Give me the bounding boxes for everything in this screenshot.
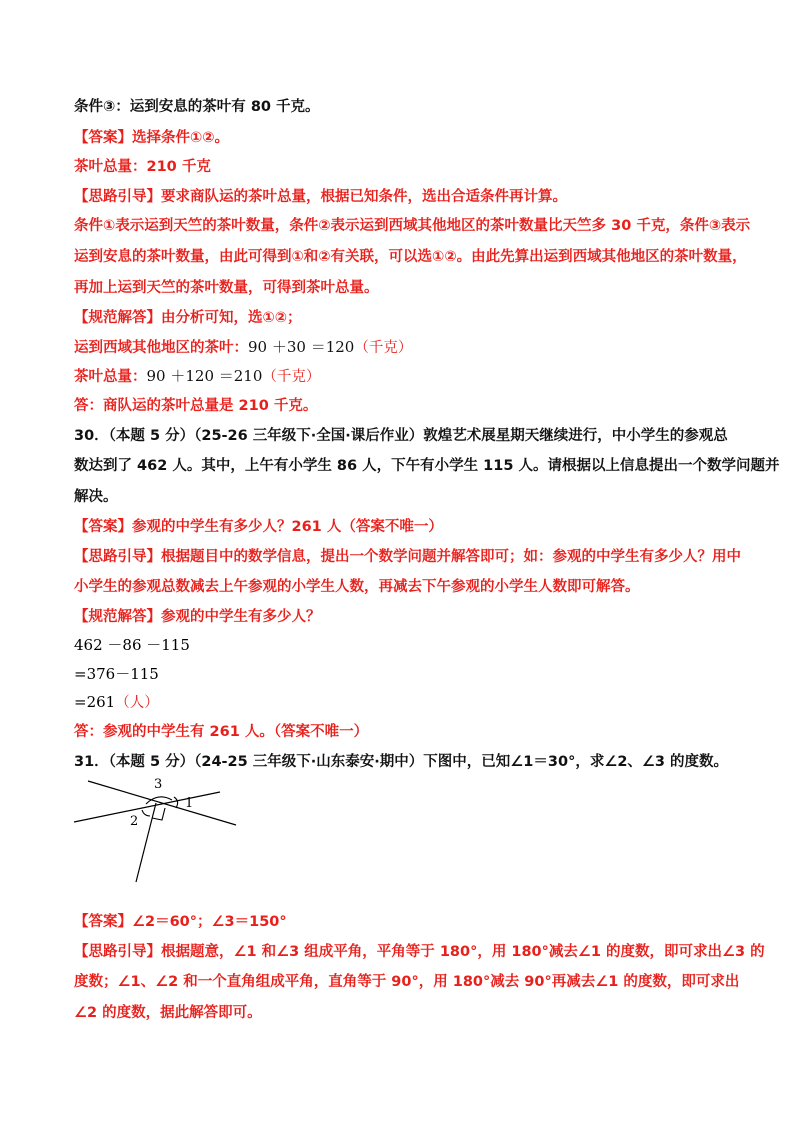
solution-30-line-1: 【规范解答】参观的中学生有多少人？ bbox=[74, 609, 321, 625]
solution-29-equation-1: 90 ＋30 ＝120 bbox=[248, 338, 355, 356]
solution-30-equation-2: =376－115 bbox=[74, 665, 159, 683]
solution-29-unit-2: （千克） bbox=[262, 369, 321, 385]
condition-3-line: 条件③：运到安息的茶叶有 80 千克。 bbox=[74, 99, 320, 115]
answer-29-statement: 答：商队运的茶叶总量是 210 千克。 bbox=[74, 398, 318, 414]
question-30-line-3: 解决。 bbox=[74, 489, 118, 505]
question-30-line-2: 数达到了 462 人。其中，上午有小学生 86 人，下午有小学生 115 人。请根据以上信息提出一个数学问题并 bbox=[74, 458, 780, 474]
hint-30-line-1: 【思路引导】根据题目中的数学信息，提出一个数学问题并解答即可；如：参观的中学生有多少人？用中 bbox=[74, 549, 741, 565]
answer-30: 【答案】参观的中学生有多少人？261 人（答案不唯一） bbox=[74, 519, 443, 535]
hint-29-line-2: 条件①表示运到天竺的茶叶数量，条件②表示运到西域其他地区的茶叶数量比天竺多 30 千克，条件③表示 bbox=[74, 218, 751, 234]
solution-29-unit-1: （千克） bbox=[354, 340, 413, 356]
solution-29-text: 运到西域其他地区的茶叶： bbox=[74, 340, 248, 356]
angle-3-label: 3 bbox=[154, 777, 163, 792]
solution-30-equation-3 bbox=[74, 692, 159, 713]
question-30-line-1: 30．（本题 5 分）（25-26 三年级下·全国·课后作业）敦煌艺术展星期天继续进行，中小学生的参观总 bbox=[74, 428, 728, 444]
angle-2-label: 2 bbox=[130, 814, 139, 829]
hint-29-line-3: 运到安息的茶叶数量，由此可得到①和②有关联，可以选①②。由此先算出运到西域其他地区的茶叶数量， bbox=[74, 249, 747, 265]
hint-31-line-3: ∠2 的度数，据此解答即可。 bbox=[74, 1005, 262, 1021]
hint-29-line-4: 再加上运到天竺的茶叶数量，可得到茶叶总量。 bbox=[74, 280, 379, 296]
solution-29-line-3 bbox=[74, 366, 320, 387]
answer-29: 【答案】选择条件①②。 bbox=[74, 130, 230, 146]
hint-31-line-1: 【思路引导】根据题意，∠1 和∠3 组成平角，平角等于 180°，用 180°减去∠1 的度数，即可求出∠3 的 bbox=[74, 944, 765, 960]
answer-31: 【答案】∠2＝60°；∠3＝150° bbox=[74, 914, 287, 930]
angle-figure bbox=[70, 770, 245, 885]
tea-total-line: 茶叶总量：210 千克 bbox=[74, 159, 211, 175]
solution-29-line-1: 【规范解答】由分析可知，选①②； bbox=[74, 310, 302, 326]
hint-31-line-2: 度数；∠1、∠2 和一个直角组成平角，直角等于 90°，用 180°减去 90°再减去∠1 的度数，即可求出 bbox=[74, 974, 740, 990]
solution-29-line-2 bbox=[74, 337, 412, 358]
solution-30-equation-1: 462 －86 －115 bbox=[74, 636, 190, 654]
solution-29-equation-2: 90 ＋120 ＝210 bbox=[146, 367, 263, 385]
hint-30-line-2: 小学生的参观总数减去上午参观的小学生人数，再减去下午参观的小学生人数即可解答。 bbox=[74, 579, 640, 595]
solution-30-unit: （人） bbox=[115, 695, 159, 711]
question-31-line-1: 31．（本题 5 分）（24-25 三年级下·山东泰安·期中）下图中，已知∠1＝30°，求∠2、∠3 的度数。 bbox=[74, 754, 729, 770]
answer-30-statement: 答：参观的中学生有 261 人。（答案不唯一） bbox=[74, 724, 369, 740]
angle-1-label: 1 bbox=[185, 796, 194, 811]
solution-30-result: =261 bbox=[74, 693, 116, 711]
figure-line-a bbox=[74, 792, 220, 822]
hint-29-line-1: 【思路引导】要求商队运的茶叶总量，根据已知条件，选出合适条件再计算。 bbox=[74, 189, 567, 205]
solution-29-text-2: 茶叶总量： bbox=[74, 369, 147, 385]
angle-2-arc bbox=[142, 810, 150, 816]
